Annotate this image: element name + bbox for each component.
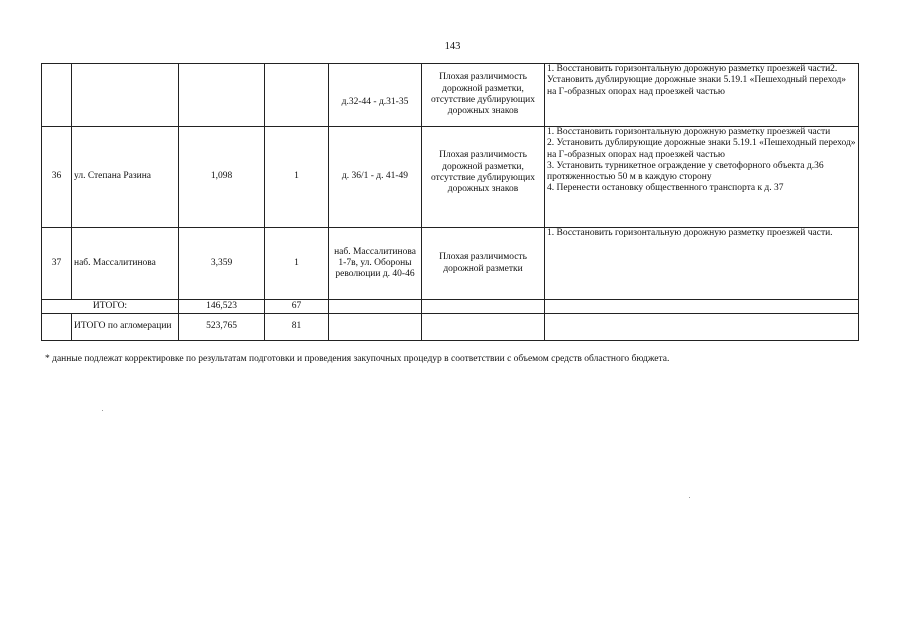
measures-cell xyxy=(545,64,859,127)
total-row xyxy=(42,300,859,314)
measure-item: 4. Перенести остановку общественного транспорта к д. 37 xyxy=(547,183,784,194)
problem-description: Плохая различимость дорожной разметки, отсутствие дублирующих дорожных знаков xyxy=(422,64,545,127)
problem-description: Плохая различимость дорожной разметки, отсутствие дублирующих дорожных знаков xyxy=(422,127,545,228)
agglomeration-total-row xyxy=(42,314,859,341)
road-measures-table xyxy=(41,63,859,341)
row-number xyxy=(42,64,72,127)
object-count: 1 xyxy=(265,228,329,300)
measures-cell xyxy=(545,127,859,228)
length-km: 1,098 xyxy=(179,127,265,228)
total-count: 67 xyxy=(265,300,329,314)
scan-speck xyxy=(689,497,690,498)
length-km: 3,359 xyxy=(179,228,265,300)
road-section: д.32-44 - д.31-35 xyxy=(329,64,422,127)
agglomeration-total-count: 81 xyxy=(265,314,329,341)
total-length: 146,523 xyxy=(179,300,265,314)
table-row xyxy=(42,64,859,127)
table-row xyxy=(42,127,859,228)
measure-item: 2. Установить дублирующие дорожные знаки 5.19.1 «Пешеходный переход» на Г-образных опорах над проезжей частью xyxy=(547,138,856,160)
measure-item: 1. Восстановить горизонтальную дорожную разметку проезжей части xyxy=(547,127,831,137)
total-label: ИТОГО: xyxy=(42,300,179,314)
table-row xyxy=(42,228,859,300)
problem-description: Плохая различимость дорожной разметки xyxy=(422,228,545,300)
measure-item: 1. Восстановить горизонтальную дорожную разметку проезжей части. xyxy=(547,228,833,238)
street-name: наб. Массалитинова xyxy=(72,228,179,300)
object-count: 1 xyxy=(265,127,329,228)
measures-cell xyxy=(545,228,859,300)
agglomeration-total-label: ИТОГО по агломерации xyxy=(72,314,179,341)
road-section: д. 36/1 - д. 41-49 xyxy=(329,127,422,228)
row-number: 36 xyxy=(42,127,72,228)
road-section: наб. Массалитинова 1-7в, ул. Обороны революции д. 40-46 xyxy=(329,228,422,300)
street-name: ул. Степана Разина xyxy=(72,127,179,228)
length-km xyxy=(179,64,265,127)
scan-speck xyxy=(102,410,103,411)
page-number: 143 xyxy=(444,41,461,52)
street-name xyxy=(72,64,179,127)
measure-item: 1. Восстановить горизонтальную дорожную разметку проезжей части2. Установить дублирующие дорожные знаки 5.19.1 «Пешеходный переход» на Г-образных опорах над проезжей частью xyxy=(547,64,847,97)
object-count xyxy=(265,64,329,127)
row-number: 37 xyxy=(42,228,72,300)
measure-item: 3. Установить турникетное ограждение у светофорного объекта д.36 протяженностью 50 м в каждую сторону xyxy=(547,160,824,183)
agglomeration-total-length: 523,765 xyxy=(179,314,265,341)
footnote: * данные подлежат корректировке по результатам подготовки и проведения закупочных процедур в соответствии с объемом средств областного бюджета. xyxy=(45,354,670,364)
